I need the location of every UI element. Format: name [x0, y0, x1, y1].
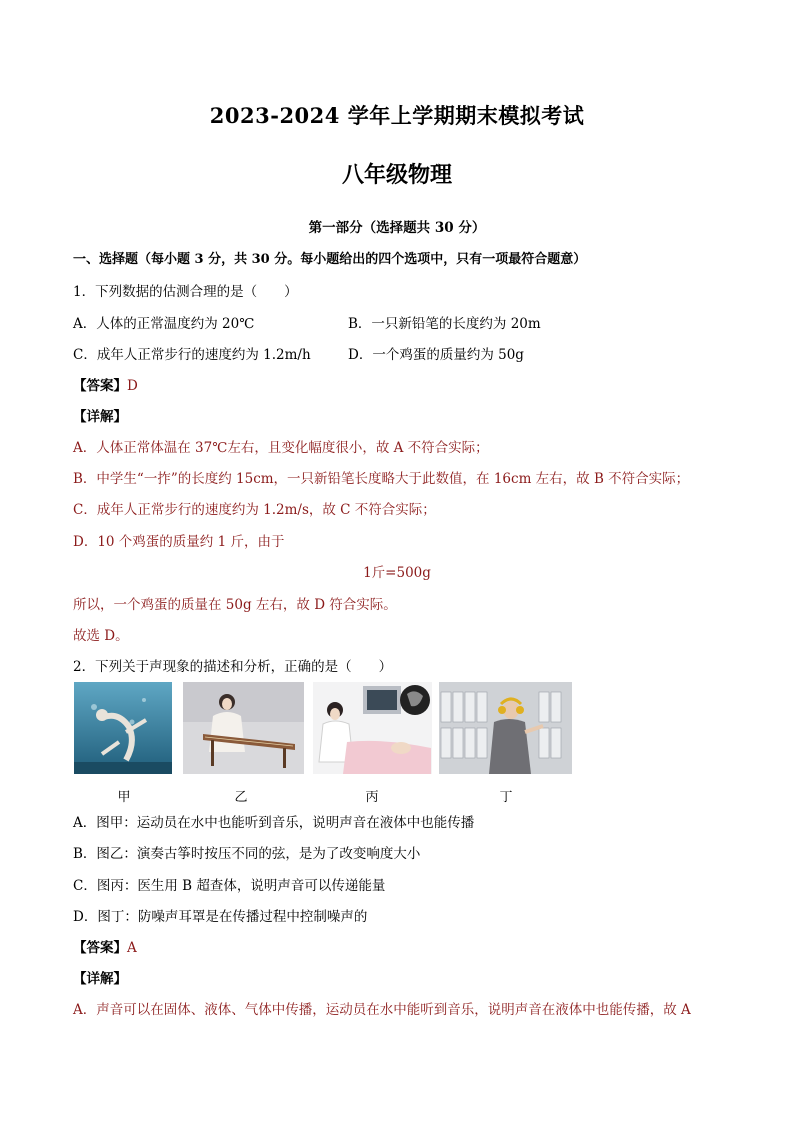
q1-explanation-b: B．中学生“一拃”的长度约 15cm，一只新铅笔长度略大于此数值，在 16cm 左右，故 B 不符合实际； — [73, 471, 690, 487]
figure-jia-underwater — [74, 682, 172, 774]
q1-option-c: C．成年人正常步行的速度约为 1.2m/h — [73, 347, 311, 363]
caption-jia: 甲 — [117, 790, 131, 805]
q2-detail-label: 【详解】 — [73, 971, 127, 987]
q2-option-d: D．图丁：防噪声耳罩是在传播过程中控制噪声的 — [73, 909, 368, 925]
figure-yi-guzheng — [183, 682, 304, 774]
q1-answer-value: D — [127, 378, 138, 394]
q2-explanation-a: A．声音可以在固体、液体、气体中传播，运动员在水中能听到音乐，说明声音在液体中也能传播，故 A — [73, 1002, 691, 1018]
q1-explanation-d: D．10 个鸡蛋的质量约 1 斤，由于 — [73, 534, 285, 550]
q2-stem: 2．下列关于声现象的描述和分析，正确的是（ ） — [73, 659, 393, 675]
q1-explanation-a: A．人体正常体温在 37℃左右，且变化幅度很小，故 A 不符合实际； — [73, 440, 489, 456]
caption-ding: 丁 — [499, 790, 513, 805]
q2-option-a: A．图甲：运动员在水中也能听到音乐，说明声音在液体中也能传播 — [73, 815, 475, 831]
q1-answer — [73, 374, 138, 394]
q2-option-b: B．图乙：演奏古筝时按压不同的弦，是为了改变响度大小 — [73, 846, 421, 862]
q1-option-b: B．一只新铅笔的长度约为 20m — [348, 316, 541, 332]
q2-answer — [73, 936, 137, 956]
figure-bing-ultrasound — [313, 682, 432, 774]
q1-explanation-c: C．成年人正常步行的速度约为 1.2m/s，故 C 不符合实际； — [73, 502, 436, 518]
section-heading: 一、选择题（每小题 3 分，共 30 分。每小题给出的四个选项中，只有一项最符合题意） — [73, 252, 587, 267]
q1-final: 故选 D。 — [73, 628, 129, 644]
q1-option-d: D．一个鸡蛋的质量约为 50g — [348, 347, 524, 363]
q2-figures — [74, 682, 574, 805]
caption-bing: 丙 — [365, 790, 379, 805]
q1-stem: 1．下列数据的估测合理的是（ ） — [73, 284, 298, 300]
exam-subtitle: 八年级物理 — [341, 162, 452, 188]
q2-answer-label: 【答案】 — [73, 940, 127, 956]
q1-conclusion: 所以，一个鸡蛋的质量在 50g 左右，故 D 符合实际。 — [73, 597, 397, 613]
q2-answer-value: A — [127, 940, 137, 956]
figure-ding-factory — [439, 682, 572, 774]
q2-option-c: C．图丙：医生用 B 超查体，说明声音可以传递能量 — [73, 878, 386, 894]
part-title: 第一部分（选择题共 30 分） — [308, 220, 486, 236]
q1-answer-label: 【答案】 — [73, 378, 127, 394]
q1-equation: 1斤=500g — [363, 565, 431, 581]
exam-title: 2023-2024 学年上学期期末模拟考试 — [209, 103, 585, 128]
caption-yi: 乙 — [234, 790, 248, 805]
q1-detail-label: 【详解】 — [73, 409, 127, 425]
q1-option-a: A．人体的正常温度约为 20℃ — [73, 316, 255, 332]
